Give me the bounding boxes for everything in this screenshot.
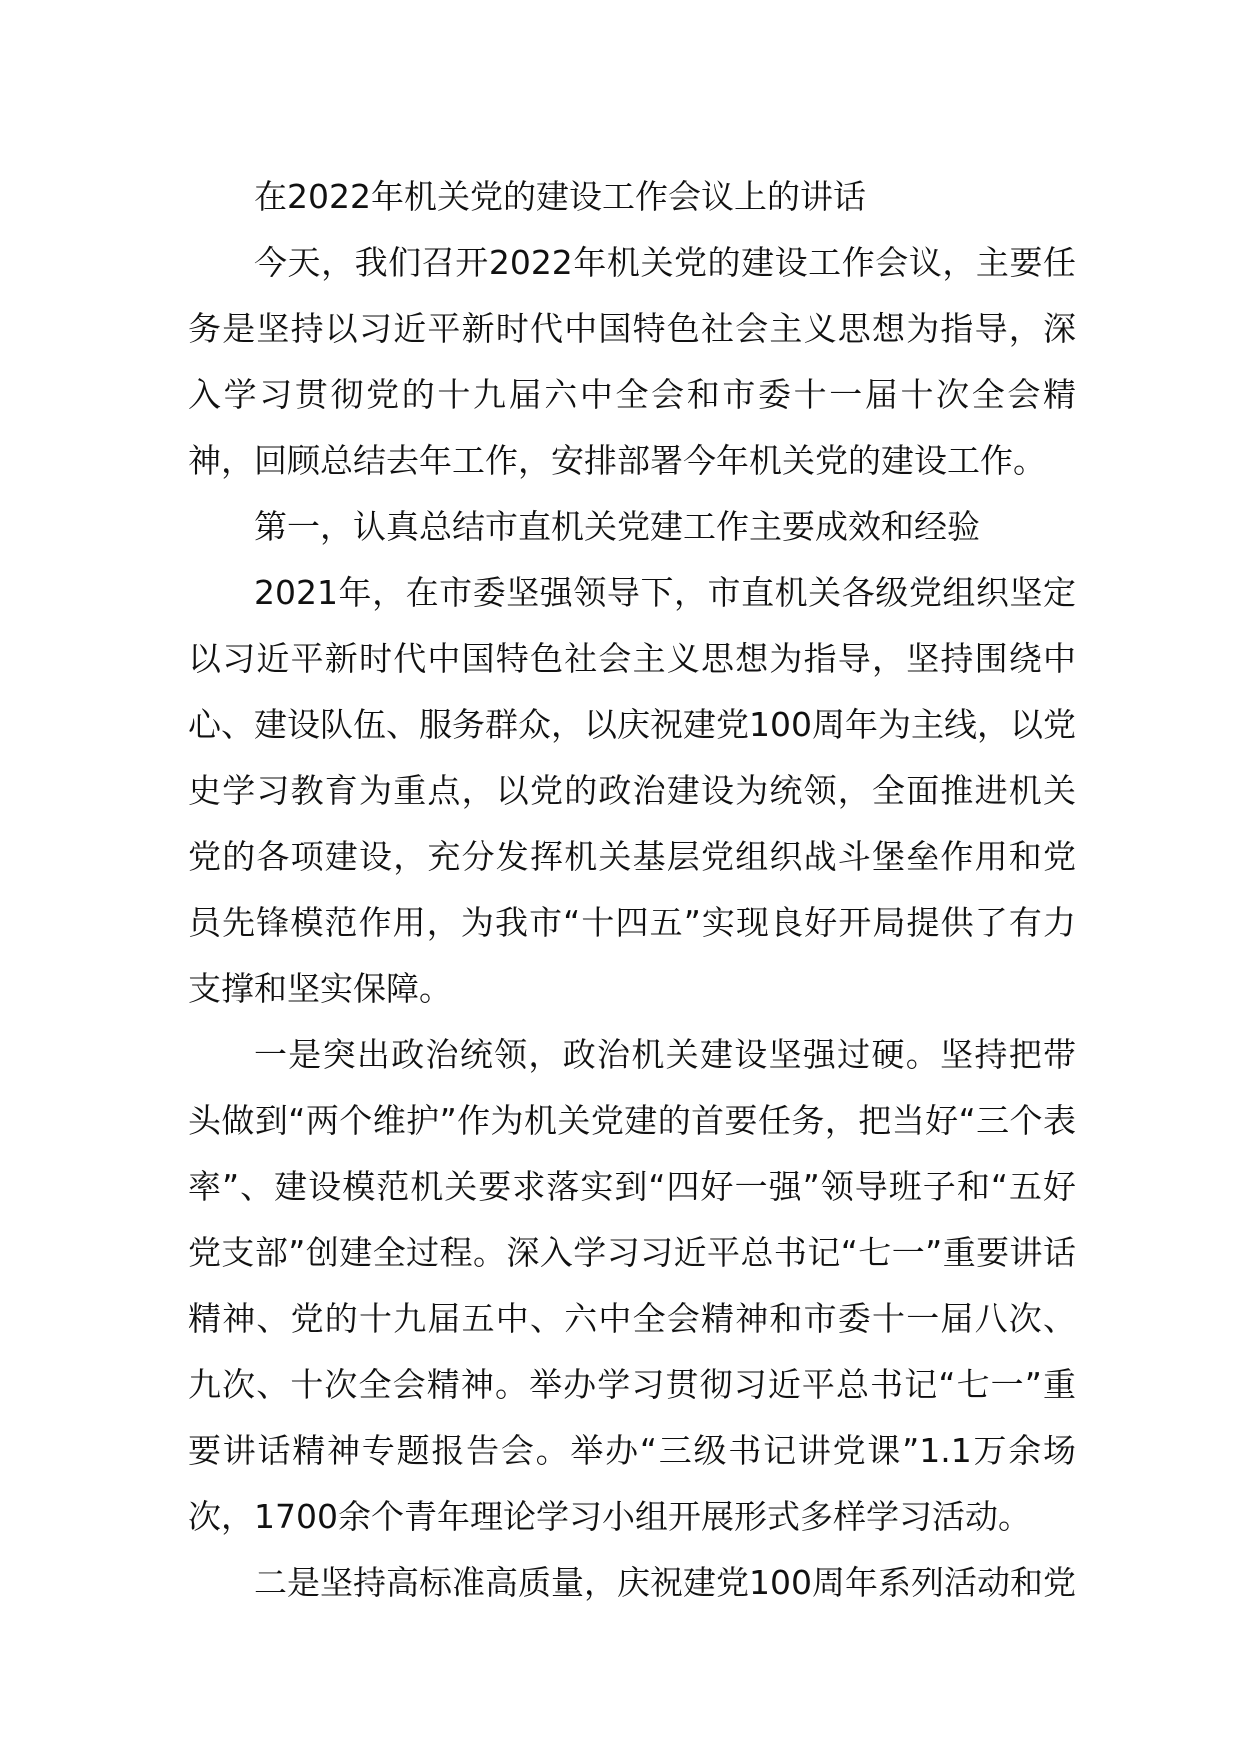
paragraph-point-two: 二是坚持高标准高质量，庆祝建党100周年系列活动和党 <box>254 1563 1076 1602</box>
paragraph-point-one: 一是突出政治统领，政治机关建设坚强过硬。坚持把带头做到“两个维护”作为机关党建的首要任务，把当好“三个表率”、建设模范机关要求落实到“四好一强”领导班子和“五好党支部”创建全过程。深入学习习近平总书记“七一”重要讲话精神、党的十九届五中、六中全会精神和市委十一届八次、九次、十次全会精神。举办学习贯彻习近平总书记“七一”重要讲话精神专题报告会。举办“三级书记讲党课”1.1万余场次，1700余个青年理论学习小组开展形式多样学习活动。 <box>188 1035 1076 1536</box>
document-body <box>188 164 1076 1616</box>
paragraph-2021-summary: 2021年，在市委坚强领导下，市直机关各级党组织坚定以习近平新时代中国特色社会主义思想为指导，坚持围绕中心、建设队伍、服务群众，以庆祝建党100周年为主线，以党史学习教育为重点，以党的政治建设为统领，全面推进机关党的各项建设，充分发挥机关基层党组织战斗堡垒作用和党员先锋模范作用，为我市“十四五”实现良好开局提供了有力支撑和坚实保障。 <box>188 573 1076 1008</box>
paragraph-intro: 今天，我们召开2022年机关党的建设工作会议，主要任务是坚持以习近平新时代中国特色社会主义思想为指导，深入学习贯彻党的十九届六中全会和市委十一届十次全会精神，回顾总结去年工作，安排部署今年机关党的建设工作。 <box>188 243 1076 480</box>
section-heading-first: 第一，认真总结市直机关党建工作主要成效和经验 <box>254 507 980 546</box>
document-title: 在2022年机关党的建设工作会议上的讲话 <box>254 177 866 216</box>
